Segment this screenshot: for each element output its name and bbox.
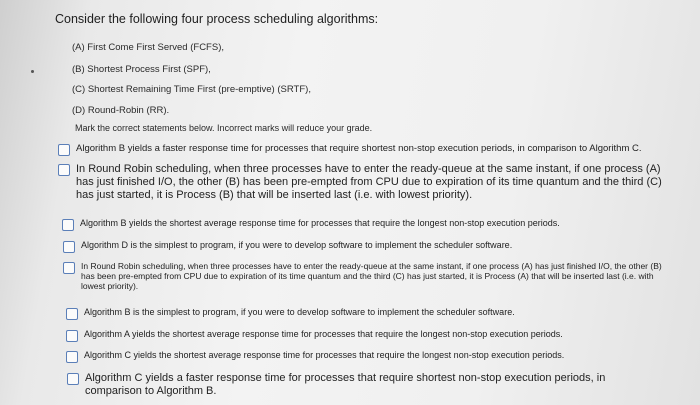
option-checkbox[interactable] bbox=[62, 219, 74, 231]
option-label: Algorithm C yields the shortest average response time for processes that require the longest non-stop execution periods. bbox=[84, 350, 565, 360]
option-label: Algorithm C yields a faster response time for processes that require shortest non-stop execution periods, in comparison to Algorithm B. bbox=[85, 372, 606, 398]
option-label: Algorithm B is the simplest to program, if you were to develop software to implement the scheduler software. bbox=[84, 307, 515, 317]
option-checkbox[interactable] bbox=[66, 308, 78, 320]
option-checkbox[interactable] bbox=[63, 262, 75, 274]
question-title: Consider the following four process scheduling algorithms: bbox=[55, 12, 379, 26]
option-label: In Round Robin scheduling, when three processes have to enter the ready-queue at the same instant, if one process (A) has just finished I/O, the other (B) has been pre-empted from CPU due to expiration of its time quantum and the third (C) has just started, it is Process (A) that will be inserted last (i.e. with lowest priority). bbox=[81, 261, 662, 292]
option-label: Algorithm B yields a faster response time for processes that require shortest non-stop execution periods, in comparison to Algorithm C. bbox=[76, 143, 642, 154]
algorithm-d: (D) Round-Robin (RR). bbox=[72, 105, 170, 116]
option-checkbox[interactable] bbox=[66, 351, 78, 363]
option-row[interactable] bbox=[66, 350, 676, 363]
option-checkbox[interactable] bbox=[66, 330, 78, 342]
option-row[interactable] bbox=[66, 329, 676, 342]
option-row[interactable] bbox=[62, 218, 672, 231]
instruction-text: Mark the correct statements below. Incorrect marks will reduce your grade. bbox=[75, 123, 373, 133]
option-label: Algorithm A yields the shortest average response time for processes that require the longest non-stop execution periods. bbox=[84, 329, 563, 339]
option-checkbox[interactable] bbox=[58, 164, 70, 176]
option-checkbox[interactable] bbox=[58, 144, 70, 156]
stray-dot bbox=[31, 70, 34, 73]
option-checkbox[interactable] bbox=[63, 241, 75, 253]
option-row[interactable] bbox=[58, 163, 673, 203]
option-row[interactable] bbox=[66, 307, 676, 320]
algorithm-c: (C) Shortest Remaining Time First (pre-emptive) (SRTF), bbox=[72, 84, 311, 95]
option-label: Algorithm D is the simplest to program, if you were to develop software to implement the scheduler software. bbox=[81, 240, 513, 250]
option-row[interactable] bbox=[63, 261, 673, 292]
option-row[interactable] bbox=[63, 240, 673, 253]
option-label: In Round Robin scheduling, when three processes have to enter the ready-queue at the same instant, if one process (A) has just finished I/O, the other (B) has been pre-empted from CPU due to expiration of its time quantum and the third (C) has just started, it is Process (B) that will be inserted last (i.e. with lowest priority). bbox=[76, 163, 662, 202]
algorithm-a: (A) First Come First Served (FCFS), bbox=[72, 42, 225, 53]
option-row[interactable] bbox=[58, 143, 678, 156]
algorithm-b: (B) Shortest Process First (SPF), bbox=[72, 64, 211, 75]
option-checkbox[interactable] bbox=[67, 373, 79, 385]
option-row[interactable] bbox=[67, 372, 627, 398]
option-label: Algorithm B yields the shortest average response time for processes that require the longest non-stop execution periods. bbox=[80, 218, 560, 228]
